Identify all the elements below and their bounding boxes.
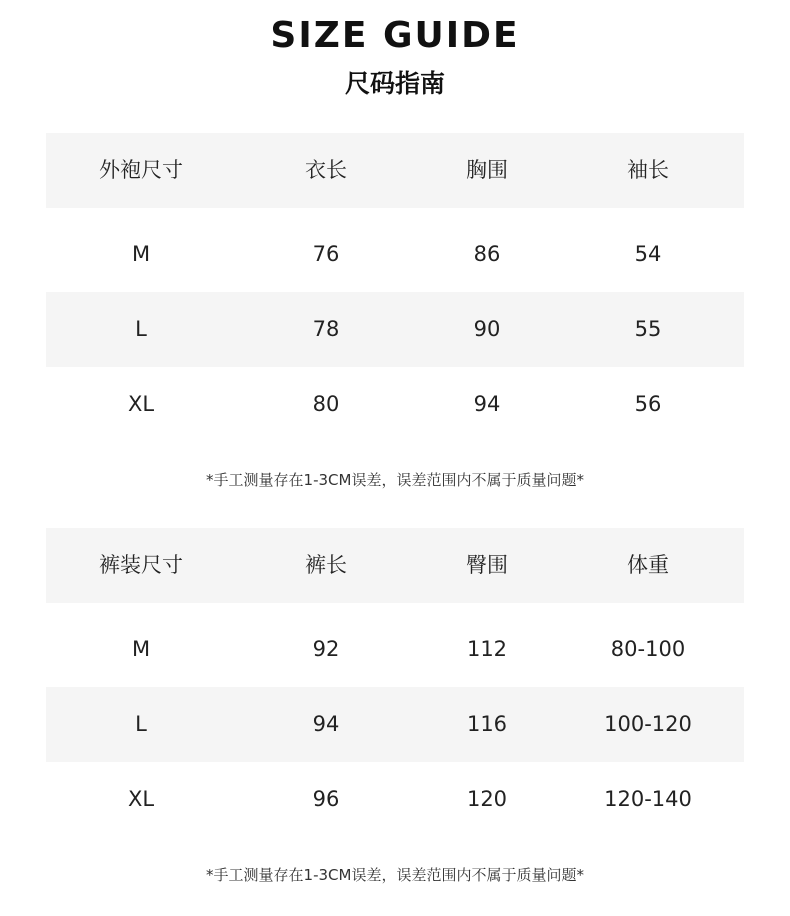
page-title: SIZE GUIDE: [270, 15, 520, 56]
table-row: [46, 292, 744, 367]
size-cell: XL: [127, 392, 155, 416]
table-row: [46, 762, 744, 837]
row-gap: [46, 603, 744, 612]
header-cell: 裤装尺寸: [99, 553, 183, 577]
table-row: [46, 687, 744, 762]
value-cell: 54: [634, 242, 662, 266]
table-row: [46, 217, 744, 292]
value-cell: 55: [634, 317, 662, 341]
value-cell: 56: [634, 392, 662, 416]
value-cell: 76: [312, 242, 340, 266]
value-cell: 116: [466, 712, 508, 736]
value-cell: 80: [312, 392, 340, 416]
header-cell: 外袍尺寸: [99, 158, 183, 182]
value-cell: 78: [312, 317, 340, 341]
value-cell: 94: [312, 712, 340, 736]
value-cell: 112: [466, 637, 508, 661]
header-cell: 胸围: [466, 158, 508, 182]
size-cell: XL: [127, 787, 155, 811]
row-gap: [46, 208, 744, 217]
size-cell: M: [131, 242, 151, 266]
jacket-size-table: [46, 133, 744, 442]
value-cell: 92: [312, 637, 340, 661]
table-header-row: [46, 133, 744, 208]
value-cell: 120: [466, 787, 508, 811]
size-cell: M: [131, 637, 151, 661]
table-row: [46, 612, 744, 687]
measurement-note: *手工测量存在1-3CM误差，误差范围内不属于质量问题*: [206, 471, 584, 489]
value-cell: 80-100: [610, 637, 686, 661]
measurement-note: *手工测量存在1-3CM误差，误差范围内不属于质量问题*: [206, 866, 584, 884]
header-cell: 袖长: [627, 158, 669, 182]
value-cell: 86: [473, 242, 501, 266]
value-cell: 100-120: [604, 712, 692, 736]
header-cell: 体重: [627, 553, 669, 577]
pants-size-table: [46, 528, 744, 837]
table-row: [46, 367, 744, 442]
value-cell: 94: [473, 392, 501, 416]
value-cell: 90: [473, 317, 501, 341]
value-cell: 96: [312, 787, 340, 811]
page-subtitle: 尺码指南: [344, 69, 445, 98]
header-cell: 衣长: [305, 158, 347, 182]
header-cell: 臀围: [466, 553, 508, 577]
value-cell: 120-140: [604, 787, 692, 811]
size-cell: L: [135, 712, 147, 736]
table-header-row: [46, 528, 744, 603]
size-cell: L: [135, 317, 147, 341]
header-cell: 裤长: [305, 553, 347, 577]
